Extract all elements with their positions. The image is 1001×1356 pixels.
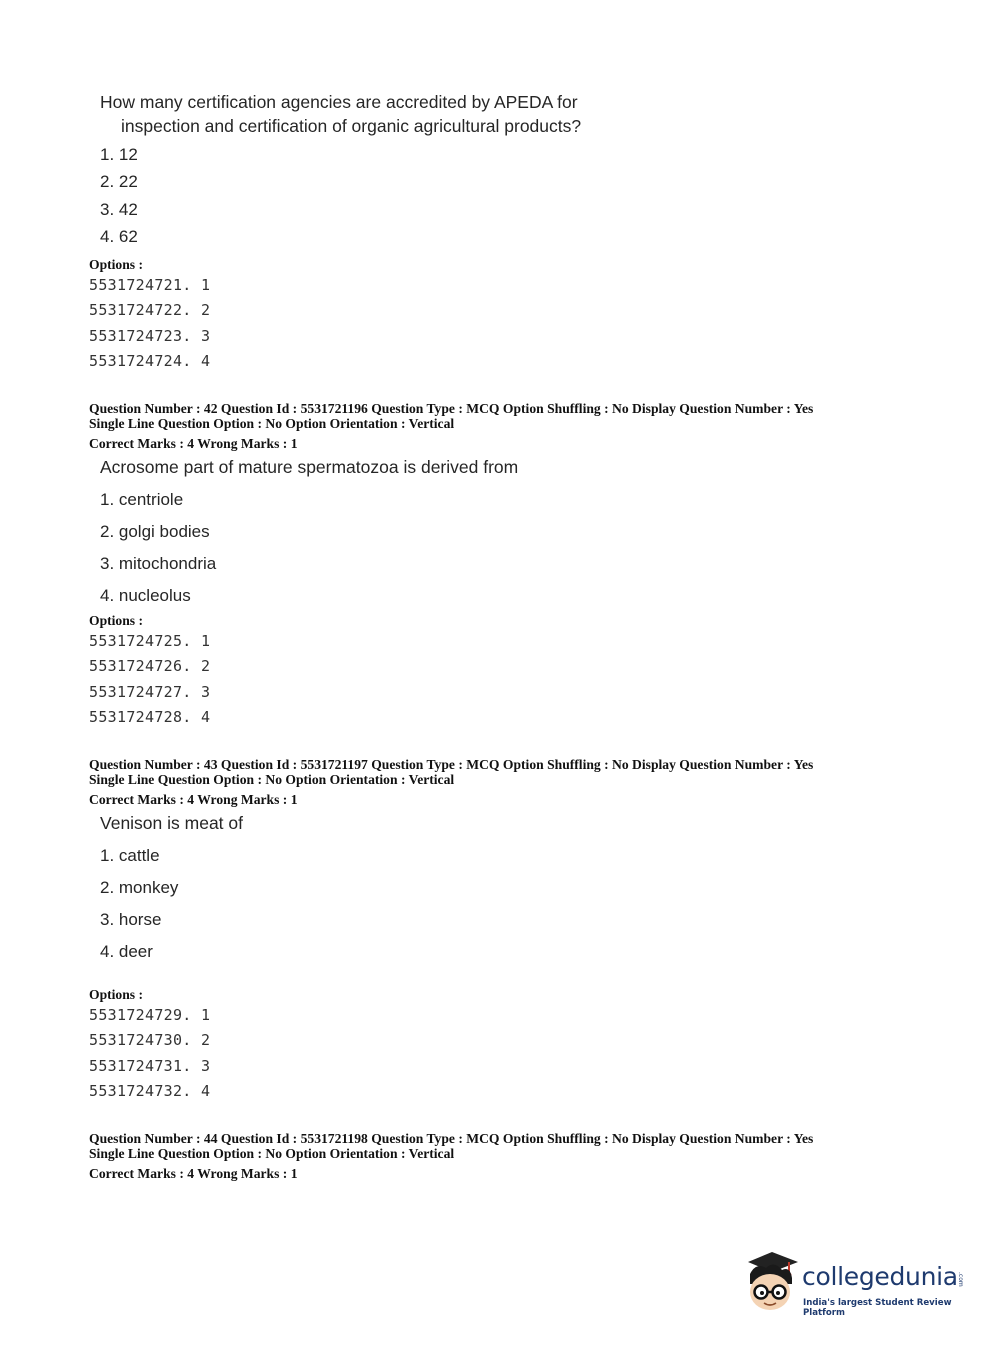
- q43-option-code-4: 5531724732. 4: [89, 1082, 211, 1100]
- q42-option-code-2: 5531724726. 2: [89, 657, 211, 675]
- q44-marks: Correct Marks : 4 Wrong Marks : 1: [89, 1166, 298, 1181]
- q44-meta-line1: Question Number : 44 Question Id : 5531721198 Question Type : MCQ Option Shuffling : No Display Question Number : Yes: [89, 1131, 814, 1146]
- q43-meta-line1: Question Number : 43 Question Id : 5531721197 Question Type : MCQ Option Shuffling : No Display Question Number : Yes: [89, 757, 814, 772]
- q43-choice-1: 1. cattle: [100, 846, 160, 865]
- q43-choice-4: 4. deer: [100, 942, 153, 961]
- q42-choice-2: 2. golgi bodies: [100, 522, 210, 541]
- q41-choice-1: 1. 12: [100, 145, 138, 164]
- q42-meta-line2: Single Line Question Option : No Option Orientation : Vertical: [89, 416, 455, 431]
- q42-marks: Correct Marks : 4 Wrong Marks : 1: [89, 436, 298, 451]
- q41-choice-3: 3. 42: [100, 200, 138, 219]
- q43-options-label: Options :: [89, 987, 144, 1002]
- collegedunia-logo[interactable]: [742, 1248, 972, 1318]
- q42-choice-3: 3. mitochondria: [100, 554, 217, 573]
- q41-option-code-2: 5531724722. 2: [89, 301, 211, 319]
- q43-choice-2: 2. monkey: [100, 878, 179, 897]
- q41-text-line1: How many certification agencies are accredited by APEDA for: [100, 92, 578, 112]
- q41-choice-2: 2. 22: [100, 172, 138, 191]
- q41-option-code-1: 5531724721. 1: [89, 276, 211, 294]
- q42-text: Acrosome part of mature spermatozoa is derived from: [100, 457, 519, 477]
- q43-option-code-2: 5531724730. 2: [89, 1031, 211, 1049]
- q44-meta-line2: Single Line Question Option : No Option Orientation : Vertical: [89, 1146, 455, 1161]
- logo-wordmark: collegedunia: [802, 1262, 958, 1291]
- q43-text: Venison is meat of: [100, 813, 243, 833]
- q41-choice-4: 4. 62: [100, 227, 138, 246]
- logo-com-suffix: .com: [957, 1272, 964, 1287]
- q42-meta-line1: Question Number : 42 Question Id : 5531721196 Question Type : MCQ Option Shuffling : No Display Question Number : Yes: [89, 401, 814, 416]
- q41-option-code-4: 5531724724. 4: [89, 352, 211, 370]
- q43-option-code-3: 5531724731. 3: [89, 1057, 211, 1075]
- q42-option-code-1: 5531724725. 1: [89, 632, 211, 650]
- q41-option-code-3: 5531724723. 3: [89, 327, 211, 345]
- q42-choice-1: 1. centriole: [100, 490, 184, 509]
- q43-choice-3: 3. horse: [100, 910, 162, 929]
- q43-meta-line2: Single Line Question Option : No Option Orientation : Vertical: [89, 772, 455, 787]
- q43-marks: Correct Marks : 4 Wrong Marks : 1: [89, 792, 298, 807]
- q42-option-code-3: 5531724727. 3: [89, 683, 211, 701]
- logo-tagline: India's largest Student Review Platform: [803, 1298, 952, 1318]
- q41-options-label: Options :: [89, 257, 144, 272]
- q43-option-code-1: 5531724729. 1: [89, 1006, 211, 1024]
- q42-options-label: Options :: [89, 613, 144, 628]
- mascot-icon: [742, 1248, 802, 1318]
- q42-choice-4: 4. nucleolus: [100, 586, 191, 605]
- q41-text-line2: inspection and certification of organic agricultural products?: [121, 116, 582, 136]
- q42-option-code-4: 5531724728. 4: [89, 708, 211, 726]
